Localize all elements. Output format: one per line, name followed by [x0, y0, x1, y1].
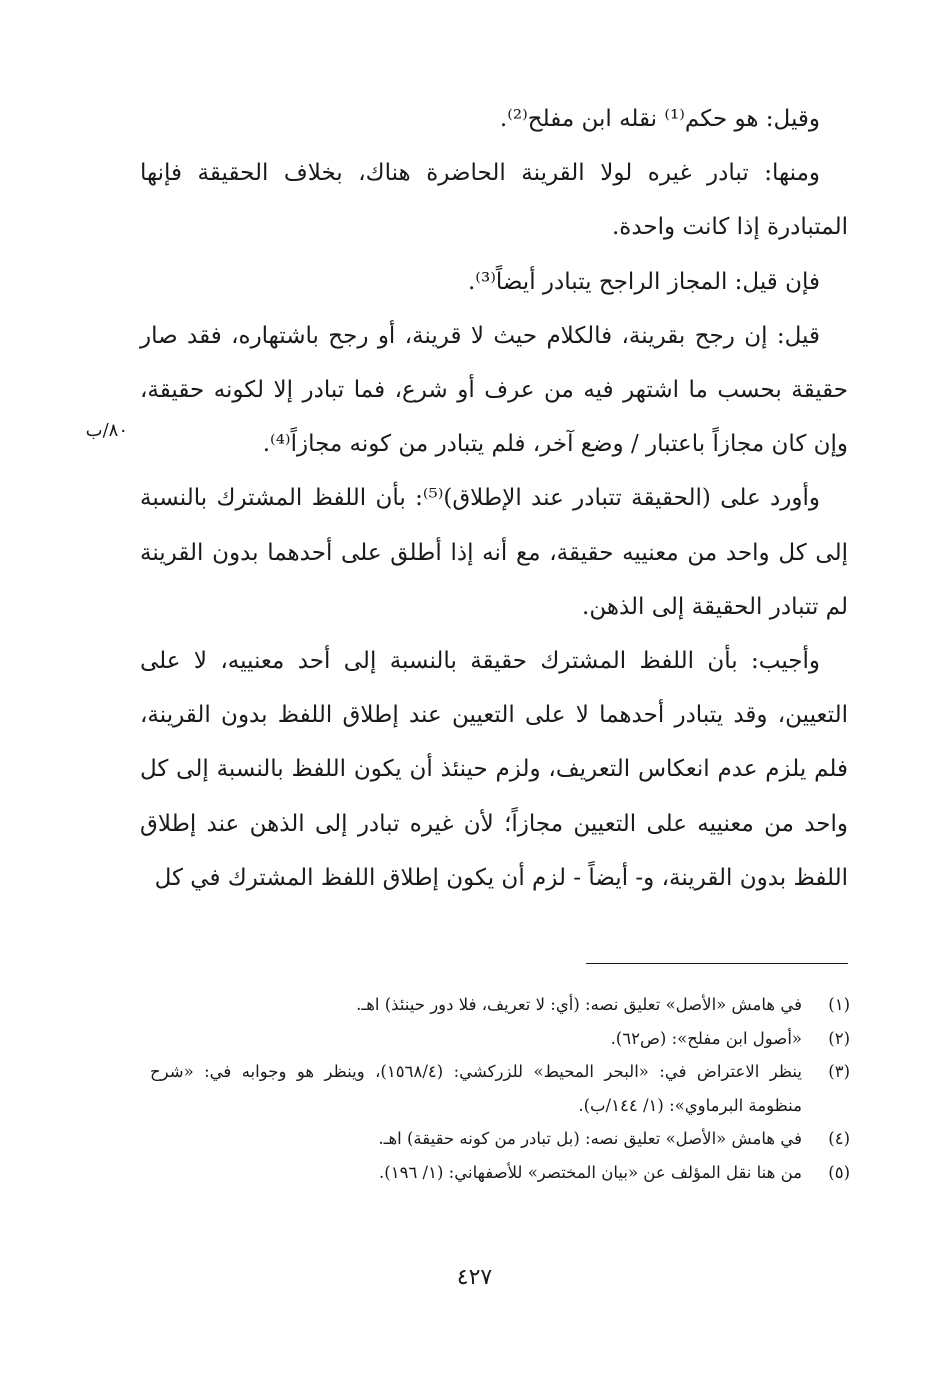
main-text	[140, 92, 848, 905]
footnote-text: في هامش «الأصل» تعليق نصه: (أي: لا تعريف، فلا دور حينئذ) اهـ.	[356, 995, 802, 1014]
footnote-separator	[586, 963, 848, 964]
paragraph-6: وأجيب: بأن اللفظ المشترك حقيقة بالنسبة إلى أحد معنييه، لا على التعيين، وقد يتبادر أحدهما لا على التعيين عند إطلاق اللفظ بدون القرينة، فلم يلزم عدم انعكاس التعريف، ولزم حينئذ أن يكون اللفظ بالنسبة إلى كل واحد من معنييه على التعيين مجازاً؛ لأن غيره تبادر إلى الذهن عند إطلاق اللفظ بدون القرينة، و- أيضاً - لزم أن يكون إطلاق اللفظ المشترك في كل	[140, 648, 848, 891]
footnotes	[150, 988, 850, 1189]
paragraph-2: ومنها: تبادر غيره لولا القرينة الحاضرة هناك، بخلاف الحقيقة فإنها المتبادرة إذا كانت واحدة.	[140, 160, 848, 241]
footnote-text: من هنا نقل المؤلف عن «بيان المختصر» للأصفهاني: (١/ ١٩٦).	[379, 1162, 802, 1182]
footnote-number: (٢)	[828, 1028, 850, 1048]
paragraph-3: فإن قيل: المجاز الراجح يتبادر أيضاً⁽³⁾.	[468, 268, 820, 295]
paragraph-1: وقيل: هو حكم⁽¹⁾ نقله ابن مفلح⁽²⁾.	[499, 106, 820, 132]
footnote-4	[150, 1122, 850, 1156]
footnote-1	[150, 988, 850, 1022]
paragraph-4: قيل: إن رجح بقرينة، فالكلام حيث لا قرينة، أو رجح باشتهاره، فقد صار حقيقة بحسب ما اشتهر فيه من عرف أو شرع، فما تبادر إلا لكونه حقيقة، وإن كان مجازاً باعتبار / وضع آخر، فلم يتبادر من كونه مجازاً⁽⁴⁾.	[140, 322, 848, 458]
manuscript-folio-marker: ٨٠/ب	[85, 420, 128, 441]
footnote-text: «أصول ابن مفلح»: (ص٦٢).	[610, 1028, 802, 1048]
footnote-number: (٥)	[828, 1162, 850, 1182]
paragraph-5: وأورد على (الحقيقة تتبادر عند الإطلاق)⁽⁵⁾: بأن اللفظ المشترك بالنسبة إلى كل واحد من معنييه حقيقة، مع أنه إذا أطلق على أحدهما بدون القرينة لم تتبادر الحقيقة إلى الذهن.	[140, 485, 848, 620]
footnote-3	[150, 1055, 850, 1122]
footnote-2	[150, 1022, 850, 1056]
footnote-5	[150, 1156, 850, 1190]
footnote-text: في هامش «الأصل» تعليق نصه: (بل تبادر من كونه حقيقة) اهـ.	[378, 1129, 802, 1148]
footnote-text: ينظر الاعتراض في: «البحر المحيط» للزركشي: (١٥٦٨/٤)، وينظر هو وجوابه في: «شرح منظومة البرماوي»: (١/ ١٤٤/ب).	[150, 1062, 803, 1115]
footnote-number: (١)	[828, 995, 850, 1014]
footnote-number: (٣)	[828, 1062, 850, 1081]
page-number: ٤٢٧	[456, 1265, 493, 1290]
footnote-number: (٤)	[828, 1129, 850, 1148]
